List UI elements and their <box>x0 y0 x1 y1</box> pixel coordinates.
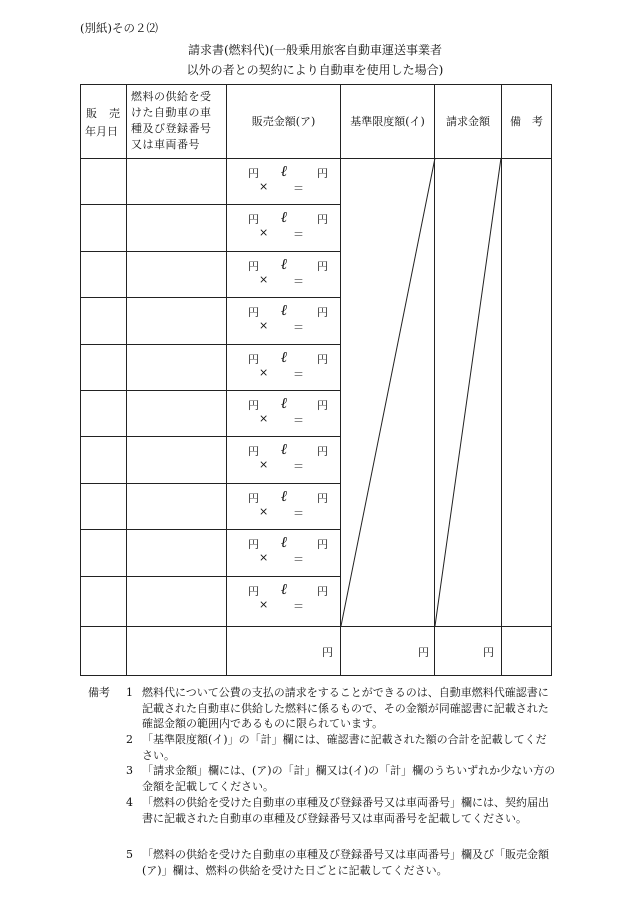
row-line <box>80 529 340 530</box>
yen-unit: 円 <box>317 538 328 551</box>
row-line <box>80 251 340 252</box>
total-sales-unit: 円 <box>322 646 333 659</box>
yen-unit: 円 <box>248 538 259 551</box>
liter-unit: ℓ <box>281 348 288 366</box>
yen-unit: 円 <box>317 353 328 366</box>
table-left-border <box>80 84 81 676</box>
row-line <box>80 483 340 484</box>
yen-unit: 円 <box>248 585 259 598</box>
equals-sign: ＝ <box>293 368 304 381</box>
header-standard-limit: 基準限度額(イ) <box>350 114 425 128</box>
liter-unit: ℓ <box>281 208 288 226</box>
header-request-amount: 請求金額 <box>446 114 490 128</box>
equals-sign: ＝ <box>293 460 304 473</box>
liter-unit: ℓ <box>281 301 288 319</box>
yen-unit: 円 <box>317 585 328 598</box>
yen-unit: 円 <box>248 167 259 180</box>
invoice-table <box>80 84 552 676</box>
multiply-sign: × <box>259 458 269 471</box>
multiply-sign: × <box>259 226 269 239</box>
multiply-sign: × <box>259 273 269 286</box>
multiply-sign: × <box>259 180 269 193</box>
header-sales-date <box>80 84 126 158</box>
note-number: 2 <box>126 733 133 746</box>
header-date-char-c: 年月日 <box>85 125 118 138</box>
total-request-unit: 円 <box>483 646 494 659</box>
yen-unit: 円 <box>248 353 259 366</box>
note-text: 「基準限度額(イ)」の「計」欄には、確認書に記載された額の合計を記載してください。 <box>142 733 547 762</box>
header-date-char-b: 売 <box>109 107 120 120</box>
form-title-line2: 以外の者との契約により自動車を使用した場合) <box>186 63 444 77</box>
note-text: 「燃料の供給を受けた自動車の車種及び登録番号又は車両番号」欄には、契約届出書に記載された自動車の車種及び登録番号又は車両番号を記載してください。 <box>142 796 549 825</box>
diagonal-lines <box>80 84 552 676</box>
yen-unit: 円 <box>317 167 328 180</box>
equals-sign: ＝ <box>293 228 304 241</box>
yen-unit: 円 <box>317 445 328 458</box>
col-divider <box>434 84 435 676</box>
row-line <box>80 390 340 391</box>
equals-sign: ＝ <box>293 414 304 427</box>
yen-unit: 円 <box>317 306 328 319</box>
liter-unit: ℓ <box>281 533 288 551</box>
row-line <box>80 297 340 298</box>
form-title-line1: 請求書(燃料代)(一般乗用旅客自動車運送事業者 <box>187 43 443 57</box>
col-divider <box>501 84 502 676</box>
multiply-sign: × <box>259 319 269 332</box>
table-right-border <box>551 84 552 676</box>
yen-unit: 円 <box>248 399 259 412</box>
request-diagonal <box>435 158 501 626</box>
multiply-sign: × <box>259 598 269 611</box>
col-divider <box>226 84 227 676</box>
equals-sign: ＝ <box>293 321 304 334</box>
row-line <box>80 204 340 205</box>
header-vehicle-line: けた自動車の車 <box>131 106 212 119</box>
note-number: 5 <box>126 848 133 861</box>
yen-unit: 円 <box>317 260 328 273</box>
notes-heading: 備考 <box>88 686 110 699</box>
note-number: 1 <box>126 686 133 699</box>
liter-unit: ℓ <box>281 440 288 458</box>
table-bottom-border <box>80 675 552 676</box>
note-number: 3 <box>126 764 133 777</box>
header-vehicle <box>127 84 230 158</box>
liter-unit: ℓ <box>281 487 288 505</box>
note-text: 「燃料の供給を受けた自動車の車種及び登録番号又は車両番号」欄及び「販売金額(ア)」欄は、燃料の供給を受けた日ごとに記載してください。 <box>142 848 549 877</box>
header-vehicle-line: 燃料の供給を受 <box>131 90 212 103</box>
total-limit-unit: 円 <box>418 646 429 659</box>
yen-unit: 円 <box>317 399 328 412</box>
header-bottom-border <box>80 158 552 159</box>
equals-sign: ＝ <box>293 507 304 520</box>
limit-diagonal <box>341 158 435 626</box>
yen-unit: 円 <box>248 213 259 226</box>
multiply-sign: × <box>259 551 269 564</box>
col-divider <box>126 84 127 676</box>
liter-unit: ℓ <box>281 255 288 273</box>
yen-unit: 円 <box>248 260 259 273</box>
equals-sign: ＝ <box>293 600 304 613</box>
header-date-char-a: 販 <box>86 107 97 120</box>
row-line <box>80 344 340 345</box>
equals-sign: ＝ <box>293 275 304 288</box>
yen-unit: 円 <box>317 213 328 226</box>
yen-unit: 円 <box>248 445 259 458</box>
liter-unit: ℓ <box>281 394 288 412</box>
col-divider <box>340 84 341 676</box>
row-line <box>80 436 340 437</box>
total-row-top-border <box>80 626 552 627</box>
yen-unit: 円 <box>317 492 328 505</box>
header-sales-amount: 販売金額(ア) <box>251 114 316 128</box>
header-vehicle-line: 種及び登録番号 <box>131 122 212 135</box>
liter-unit: ℓ <box>281 580 288 598</box>
header-vehicle-line: 又は車両番号 <box>131 138 200 151</box>
equals-sign: ＝ <box>293 182 304 195</box>
liter-unit: ℓ <box>281 162 288 180</box>
note-text: 燃料代について公費の支払の請求をすることができるのは、自動車燃料代確認書に記載された自動車に供給した燃料に係るもので、その金額が同確認書に記載された確認金額の範囲内であるものに限られています。 <box>142 686 549 730</box>
header-remarks: 備 考 <box>510 114 543 128</box>
note-text: 「請求金額」欄には、(ア)の「計」欄又は(イ)の「計」欄のうちいずれか少ない方の金額を記載してください。 <box>142 764 556 793</box>
yen-unit: 円 <box>248 306 259 319</box>
equals-sign: ＝ <box>293 553 304 566</box>
row-line <box>80 576 340 577</box>
multiply-sign: × <box>259 505 269 518</box>
page-label: (別紙)その２⑵ <box>80 21 158 35</box>
multiply-sign: × <box>259 366 269 379</box>
multiply-sign: × <box>259 412 269 425</box>
note-number: 4 <box>126 796 133 809</box>
yen-unit: 円 <box>248 492 259 505</box>
